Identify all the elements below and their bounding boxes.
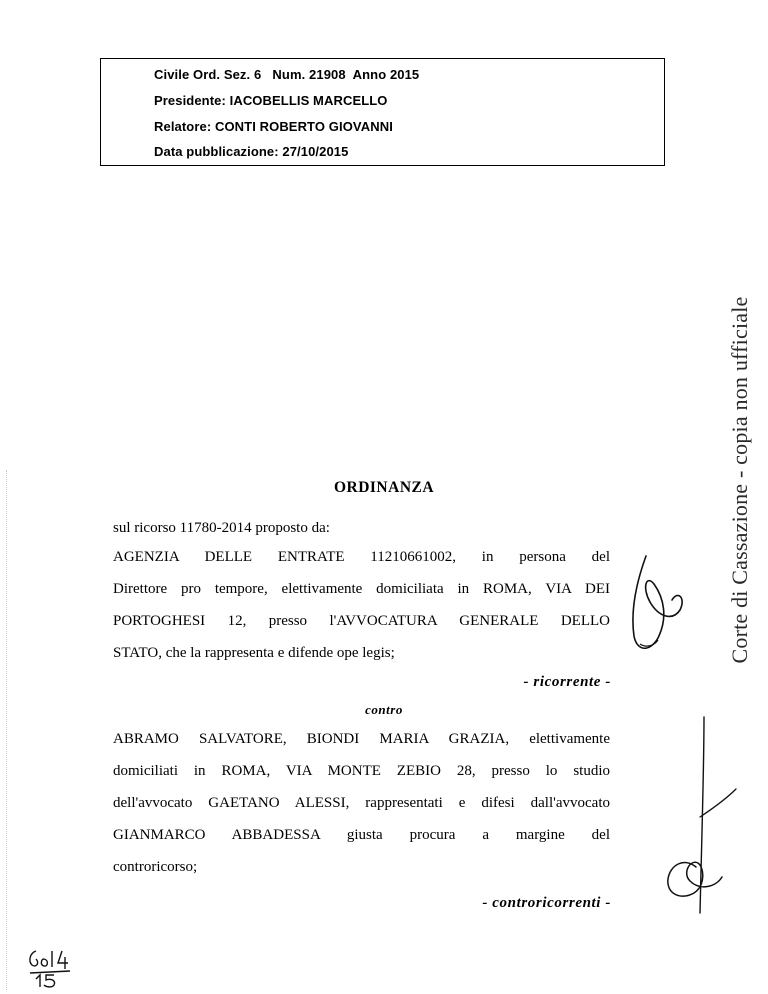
header-publication-date: Data pubblicazione: 27/10/2015 (154, 144, 349, 159)
party1-line-1: AGENZIA DELLE ENTRATE 11210661002, in persona del (113, 549, 610, 565)
header-case-line: Civile Ord. Sez. 6 Num. 21908 Anno 2015 (154, 67, 420, 82)
party1-line-2: Direttore pro tempore, elettivamente domiciliata in ROMA, VIA DEI (113, 581, 610, 597)
party2-role: - controricorrenti - (482, 895, 611, 911)
handwritten-initials-signature (628, 548, 688, 658)
header-reporter: Relatore: CONTI ROBERTO GIOVANNI (154, 119, 393, 134)
party2-line-5: controricorso; (113, 859, 198, 875)
document-title: ORDINANZA (333, 479, 435, 496)
party2-line-3: dell'avvocato GAETANO ALESSI, rappresentati e difesi dall'avvocato (113, 795, 610, 811)
handwritten-registry-number (24, 945, 84, 990)
scan-edge-marks (6, 470, 7, 990)
party2-line-1: ABRAMO SALVATORE, BIONDI MARIA GRAZIA, elettivamente (113, 731, 610, 747)
intro-line: sul ricorso 11780-2014 proposto da: (113, 520, 330, 536)
court-watermark: Corte di Cassazione - copia non ufficiale (727, 296, 752, 664)
party1-line-4: STATO, che la rappresenta e difende ope legis; (113, 645, 395, 661)
party2-line-4: GIANMARCO ABBADESSA giusta procura a margine del (113, 827, 610, 843)
party1-line-3: PORTOGHESI 12, presso l'AVVOCATURA GENERALE DELLO (113, 613, 610, 629)
header-president: Presidente: IACOBELLIS MARCELLO (154, 93, 388, 108)
document-header-box (100, 58, 665, 166)
handwritten-signature (660, 717, 740, 917)
party1-role: - ricorrente - (523, 674, 611, 690)
versus-label: contro (365, 702, 403, 717)
party2-line-2: domiciliati in ROMA, VIA MONTE ZEBIO 28, presso lo studio (113, 763, 610, 779)
